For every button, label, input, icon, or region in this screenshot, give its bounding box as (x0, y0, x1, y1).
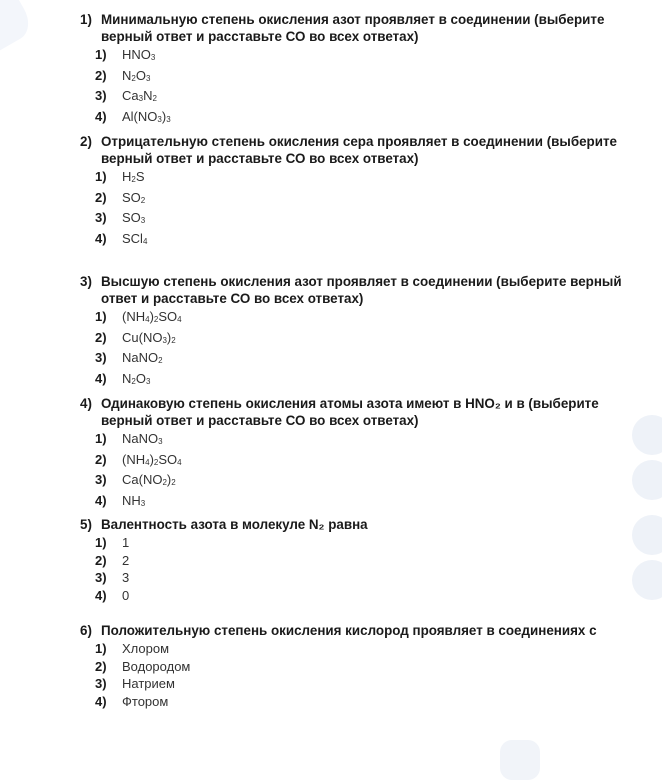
option-number: 4) (95, 230, 107, 246)
answer-option (95, 189, 640, 210)
option-number: 4) (95, 587, 107, 603)
question-block (80, 11, 640, 128)
option-text: $(NH_4)_2SO_4$ (122, 451, 182, 467)
option-number: 2) (95, 451, 107, 467)
option-text: $Ca_3N_2$ (122, 88, 157, 103)
background-decoration (0, 0, 36, 60)
answer-options (95, 46, 640, 128)
question-block (80, 622, 640, 710)
answer-option (95, 308, 640, 329)
question-heading (80, 622, 640, 639)
option-text: $Cu(NO_3)_2$ (122, 329, 176, 345)
answer-option (95, 693, 640, 711)
option-number: 1) (95, 535, 107, 550)
answer-option (95, 492, 640, 513)
option-number: 3) (95, 210, 107, 225)
option-number: 3) (95, 88, 107, 103)
option-text: $N_2O_3$ (122, 67, 151, 83)
option-text: $Ca(NO_2)_2$ (122, 472, 176, 487)
question-block (80, 273, 640, 390)
question-heading (80, 133, 640, 167)
option-text: Водородом (122, 658, 191, 674)
answer-option (95, 168, 640, 189)
question-number: 1) (80, 12, 92, 27)
option-number: 1) (95, 309, 107, 324)
option-text: SCl$_4$ (122, 230, 148, 246)
option-number: 2) (95, 189, 107, 205)
answer-option (95, 349, 640, 370)
option-text: 3 (122, 570, 130, 585)
question-heading (80, 11, 640, 45)
option-number: 2) (95, 329, 107, 345)
option-number: 2) (95, 67, 107, 83)
answer-option (95, 108, 640, 129)
answer-options (95, 308, 640, 390)
option-text: Фтором (122, 693, 169, 709)
option-text: 0 (122, 587, 130, 603)
answer-options (95, 534, 640, 604)
question-text: Одинаковую степень окисления атомы азота имеют в HNO₂ и в (выберите верный ответ и расставьте СО во всех ответах) (101, 396, 599, 428)
option-text: 2 (122, 552, 130, 568)
question-number: 3) (80, 274, 92, 289)
question-number: 5) (80, 517, 92, 532)
option-number: 1) (95, 641, 107, 656)
option-number: 4) (95, 693, 107, 709)
option-number: 3) (95, 350, 107, 365)
background-decoration (500, 740, 540, 780)
answer-option (95, 451, 640, 472)
answer-option (95, 675, 640, 693)
answer-option (95, 471, 640, 492)
question-block (80, 516, 640, 604)
question-text: Валентность азота в молекуле N₂ равна (101, 517, 368, 532)
option-text: $SO_3$ (122, 210, 146, 225)
question-number: 2) (80, 134, 92, 149)
option-number: 1) (95, 47, 107, 62)
answer-option (95, 230, 640, 251)
option-number: 2) (95, 552, 107, 568)
option-number: 4) (95, 492, 107, 508)
question-text: Положительную степень окисления кислород проявляет в соединениях с (101, 623, 597, 638)
option-number: 3) (95, 570, 107, 585)
option-number: 4) (95, 370, 107, 386)
option-number: 4) (95, 108, 107, 124)
answer-options (95, 168, 640, 250)
option-text: 1 (122, 535, 130, 550)
option-text: $N_2O_3$ (122, 370, 151, 386)
answer-option (95, 370, 640, 391)
question-number: 4) (80, 396, 92, 411)
answer-option (95, 329, 640, 350)
question-heading (80, 395, 640, 429)
option-text: $SO_2$ (122, 189, 146, 205)
answer-option (95, 534, 640, 552)
answer-option (95, 658, 640, 676)
question-text: Высшую степень окисления азот проявляет в соединении (выберите верный ответ и расставьте СО во всех ответах) (101, 274, 622, 306)
answer-option (95, 640, 640, 658)
question-heading (80, 516, 640, 533)
option-number: 2) (95, 658, 107, 674)
answer-options (95, 430, 640, 512)
option-text: Хлором (122, 641, 170, 656)
answer-option (95, 209, 640, 230)
option-text: $HNO_3$ (122, 47, 156, 62)
option-text: $Al(NO_3)_3$ (122, 108, 171, 124)
question-block (80, 133, 640, 250)
answer-option (95, 67, 640, 88)
answer-option (95, 587, 640, 605)
answer-option (95, 569, 640, 587)
option-number: 1) (95, 169, 107, 184)
question-heading (80, 273, 640, 307)
question-block (80, 395, 640, 512)
option-number: 3) (95, 472, 107, 487)
option-text: NaNO$_3$ (122, 431, 163, 446)
answer-option (95, 552, 640, 570)
option-text: NaNO$_2$ (122, 350, 163, 365)
option-number: 3) (95, 676, 107, 691)
option-text: $(NH_4)_2SO_4$ (122, 309, 182, 324)
answer-options (95, 640, 640, 710)
option-number: 1) (95, 431, 107, 446)
question-text: Минимальную степень окисления азот проявляет в соединении (выберите верный ответ и расставьте СО во всех ответах) (101, 12, 605, 44)
question-text: Отрицательную степень окисления сера проявляет в соединении (выберите верный ответ и расставьте СО во всех ответах) (101, 134, 617, 166)
question-number: 6) (80, 623, 92, 638)
answer-option (95, 46, 640, 67)
option-text: $H_2S$ (122, 169, 145, 184)
option-text: Натрием (122, 676, 175, 691)
answer-option (95, 430, 640, 451)
option-text: $NH_3$ (122, 492, 146, 508)
answer-option (95, 87, 640, 108)
